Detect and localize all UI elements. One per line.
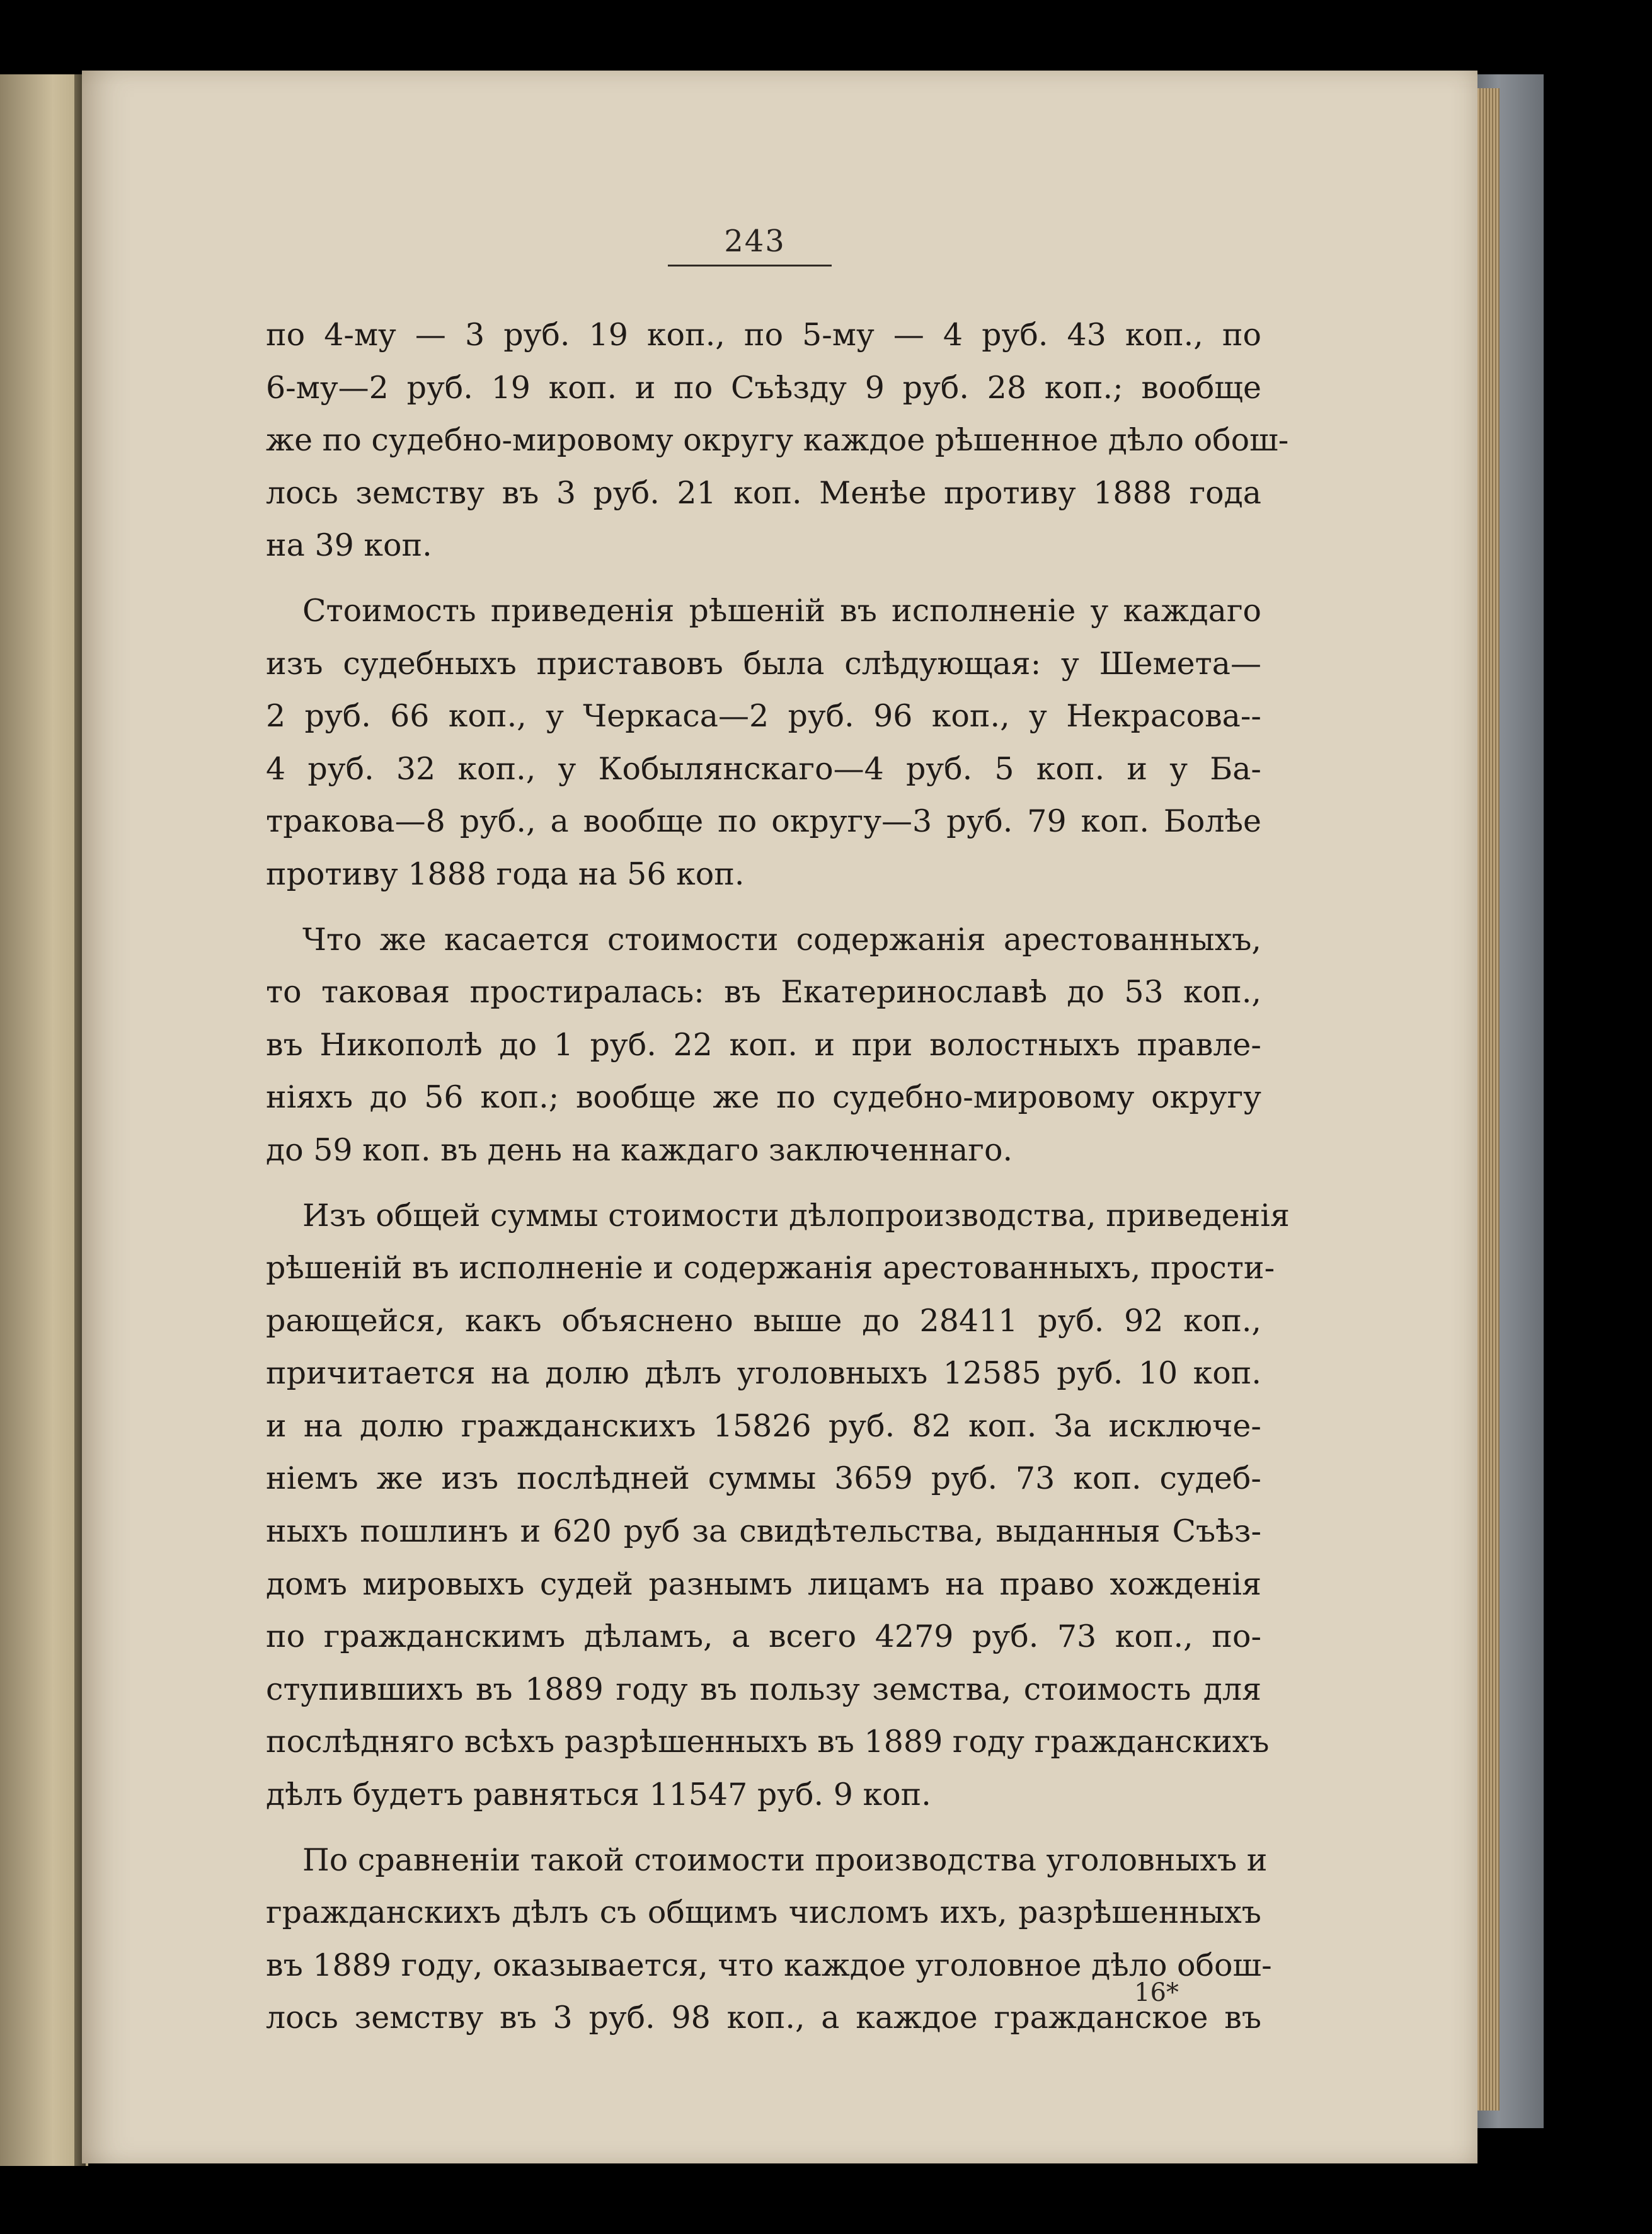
- text-line: ныхъ пошлинъ и 620 руб за свидѣтельства, выданныя Съѣз-: [266, 1513, 1261, 1550]
- text-line: 6-му—2 руб. 19 коп. и по Съѣзду 9 руб. 28 коп.; вообще: [266, 369, 1261, 406]
- paragraph-4: [266, 1189, 1290, 1821]
- text-line: ніяхъ до 56 коп.; вообще же по судебно-мировому округу: [266, 1079, 1261, 1116]
- text-line: 2 руб. 66 коп., у Черкаса—2 руб. 96 коп., у Некрасова--: [266, 698, 1261, 735]
- paragraph-1: [266, 309, 1289, 572]
- page-number: 243: [724, 224, 786, 259]
- body-text: [266, 309, 1290, 2044]
- text-line: противу 1888 года на 56 коп.: [266, 856, 745, 892]
- text-line: по 4-му — 3 руб. 19 коп., по 5-му — 4 руб. 43 коп., по: [266, 317, 1261, 353]
- text-line: причитается на долю дѣлъ уголовныхъ 12585 руб. 10 коп.: [266, 1355, 1261, 1392]
- text-line: домъ мировыхъ судей разнымъ лицамъ на право хожденія: [266, 1566, 1261, 1602]
- text-line: лось земству въ 3 руб. 98 коп., а каждое гражданское въ: [266, 2000, 1261, 2036]
- text-line: рѣшеній въ исполненіе и содержанія арестованныхъ, прости-: [266, 1250, 1275, 1286]
- text-line: то таковая простиралась: въ Екатеринославѣ до 53 коп.,: [266, 974, 1261, 1011]
- text-line: и на долю гражданскихъ 15826 руб. 82 коп. За исключе-: [266, 1407, 1261, 1444]
- text-line: ступившихъ въ 1889 году въ пользу земства, стоимость для: [266, 1671, 1261, 1707]
- text-line: рающейся, какъ объяснено выше до 28411 руб. 92 коп.,: [266, 1302, 1261, 1339]
- text-line: же по судебно-мировому округу каждое рѣшенное дѣло обош-: [266, 422, 1289, 459]
- text-line: Что же касается стоимости содержанія арестованныхъ,: [302, 921, 1261, 958]
- paragraph-2: [266, 585, 1261, 901]
- text-line: въ 1889 году, оказывается, что каждое уголовное дѣло обош-: [266, 1947, 1272, 1983]
- text-line: послѣдняго всѣхъ разрѣшенныхъ въ 1889 году гражданскихъ: [266, 1724, 1270, 1760]
- paragraph-5: [266, 1834, 1272, 2044]
- text-line: изъ судебныхъ приставовъ была слѣдующая: у Шемета—: [266, 645, 1261, 682]
- text-line: на 39 коп.: [266, 527, 432, 564]
- text-line: въ Никополѣ до 1 руб. 22 коп. и при волостныхъ правле-: [266, 1026, 1261, 1063]
- text-line: По сравненіи такой стоимости производства уголовныхъ и: [302, 1842, 1268, 1878]
- text-line: Стоимость приведенія рѣшеній въ исполненіе у каждаго: [302, 592, 1261, 629]
- text-line: по гражданскимъ дѣламъ, а всего 4279 руб. 73 коп., по-: [266, 1618, 1261, 1655]
- paragraph-3: [266, 914, 1261, 1177]
- signature-mark: 16*: [1134, 1978, 1179, 2007]
- text-line: Изъ общей суммы стоимости дѣлопроизводства, приведенія: [302, 1197, 1290, 1234]
- text-line: до 59 коп. въ день на каждаго заключеннаго.: [266, 1131, 1013, 1168]
- page-number-rule: [668, 265, 832, 266]
- text-line: 4 руб. 32 коп., у Кобылянскаго—4 руб. 5 коп. и у Ба-: [266, 750, 1261, 787]
- text-line: гражданскихъ дѣлъ съ общимъ числомъ ихъ, разрѣшенныхъ: [266, 1894, 1261, 1931]
- text-line: дѣлъ будетъ равняться 11547 руб. 9 коп.: [266, 1777, 931, 1813]
- text-line: ніемъ же изъ послѣдней суммы 3659 руб. 73 коп. судеб-: [266, 1460, 1261, 1497]
- page-stack-edges: [1474, 88, 1500, 2111]
- text-line: лось земству въ 3 руб. 21 коп. Менѣе противу 1888 года: [266, 474, 1261, 511]
- text-line: тракова—8 руб., а вообще по округу—3 руб. 79 коп. Болѣе: [266, 803, 1261, 840]
